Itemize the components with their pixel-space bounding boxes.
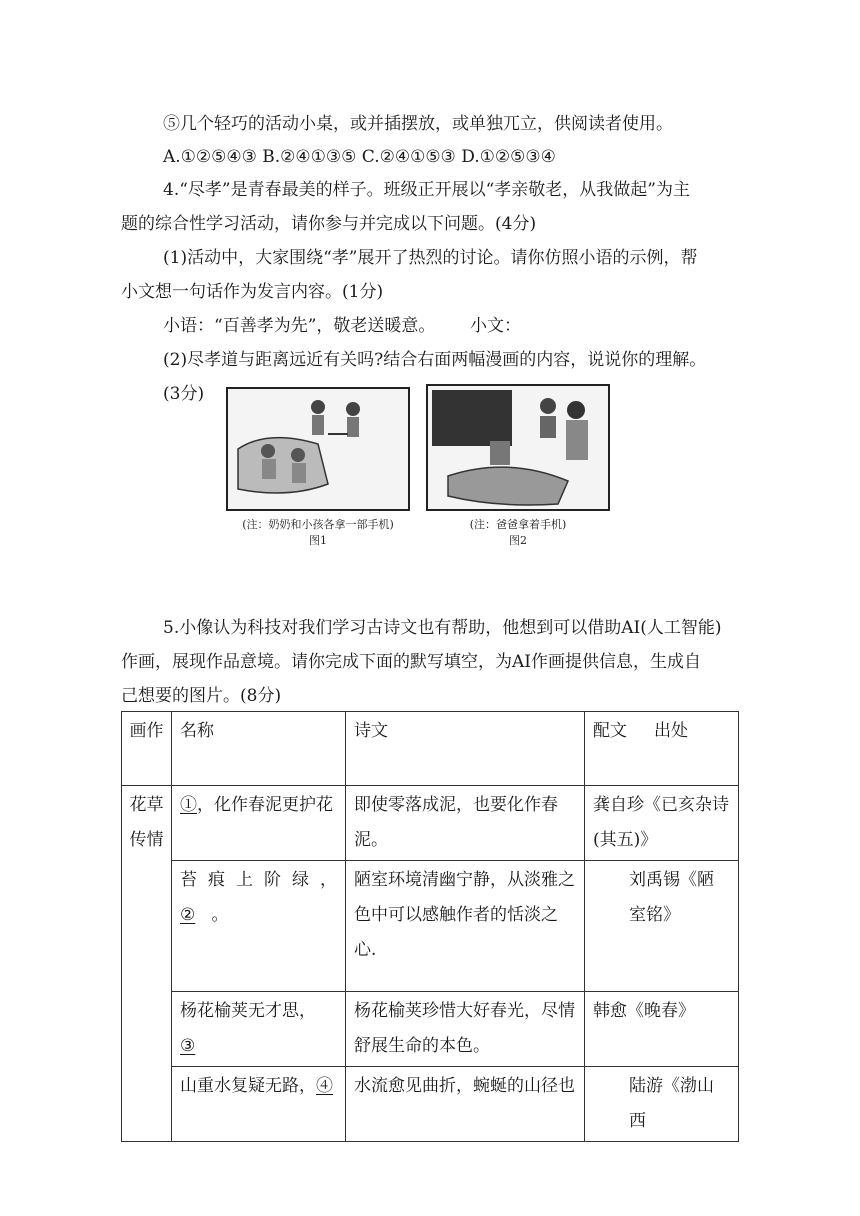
poem-table (121, 711, 739, 1142)
source-cell: 刘禹锡《陋室铭》 (585, 861, 739, 992)
poem-cell: 即使零落成泥，也要化作春泥。 (346, 786, 585, 861)
comic-2-illustration (428, 386, 608, 509)
question-5-line1: 5.小像认为科技对我们学习古诗文也有帮助，他想到可以借助AI(人工智能) (163, 618, 722, 638)
poem-cell: 水流愈见曲折，蜿蜒的山径也 (346, 1067, 585, 1142)
name-text: 山重水复疑无路， (180, 1076, 316, 1096)
question-4-line1: 4.“尽孝”是青春最美的样子。班级正开展以“孝亲敬老，从我做起”为主 (163, 180, 690, 200)
table-row (122, 992, 739, 1067)
header-caption-source (585, 712, 739, 786)
source-cell: 龚自珍《已亥杂诗(其五)》 (585, 786, 739, 861)
name-text: ，化作春泥更护花 (197, 795, 333, 815)
question-4-1-line1: (1)活动中，大家围绕“孝”展开了热烈的讨论。请你仿照小语的示例，帮 (163, 248, 698, 268)
name-text: 苔痕上阶绿， (180, 870, 337, 890)
question-4-2-score: (3分) (163, 384, 205, 404)
header-painting: 画作 (122, 712, 172, 786)
name-text: 。 (211, 905, 229, 925)
comic-2-caption: (注：爸爸拿着手机) (469, 518, 567, 531)
table-row (122, 861, 739, 992)
blank-3[interactable]: ③ (180, 1036, 196, 1056)
comic-1-illustration (228, 389, 408, 509)
question-4-1-line2: 小文想一句话作为发言内容。(1分) (121, 282, 384, 302)
poem-cell: 陋室环境清幽宁静，从淡雅之色中可以感触作者的恬淡之心. (346, 861, 585, 992)
poem-cell: 杨花榆荚珍惜大好春光，尽情舒展生命的本色。 (346, 992, 585, 1067)
name-text: 杨花榆荚无才思， (180, 1001, 316, 1021)
xiaowen-prompt: 小文： (470, 316, 521, 336)
header-source: 出处 (654, 721, 689, 741)
comic-figure-2 (426, 384, 610, 511)
blank-1[interactable]: ① (180, 795, 197, 815)
question-5-line2: 作画，展现作品意境。请你完成下面的默写填空，为AI作画提供信息，生成自 (121, 652, 701, 672)
category-cell: 花草传情 (122, 786, 172, 1142)
name-cell (172, 1067, 346, 1142)
question-4-2: (2)尽孝道与距离远近有关吗?结合右面两幅漫画的内容，说说你的理解。 (163, 350, 707, 370)
xiaoyu-example: 小语：“百善孝为先”，敬老送暖意。 (163, 316, 436, 336)
table-header-row (122, 712, 739, 786)
answer-options: A.①②⑤④③ B.②④①③⑤ C.②④①⑤③ D.①②⑤③④ (163, 147, 556, 167)
name-cell (172, 861, 346, 992)
blank-2[interactable]: ② (180, 905, 196, 925)
comic-2-label: 图2 (509, 534, 527, 547)
table-row (122, 1067, 739, 1142)
blank-4[interactable]: ④ (316, 1076, 333, 1096)
source-cell: 韩愈《晚春》 (585, 992, 739, 1067)
name-cell (172, 786, 346, 861)
table-row (122, 786, 739, 861)
name-cell (172, 992, 346, 1067)
source-cell: 陆游《渤山西 (585, 1067, 739, 1142)
comic-1-caption: (注：奶奶和小孩各拿一部手机) (242, 518, 394, 531)
header-name: 名称 (172, 712, 346, 786)
question-4-line2: 题的综合性学习活动，请你参与并完成以下问题。(4分) (121, 214, 537, 234)
comic-figure-1 (226, 387, 410, 511)
question-5-line3: 己想要的图片。(8分) (121, 686, 282, 706)
header-caption: 配文 (593, 721, 627, 741)
header-poem: 诗文 (346, 712, 585, 786)
comic-1-label: 图1 (309, 534, 327, 547)
option-item-5: ⑤几个轻巧的活动小桌，或并插摆放，或单独兀立，供阅读者使用。 (163, 114, 673, 134)
